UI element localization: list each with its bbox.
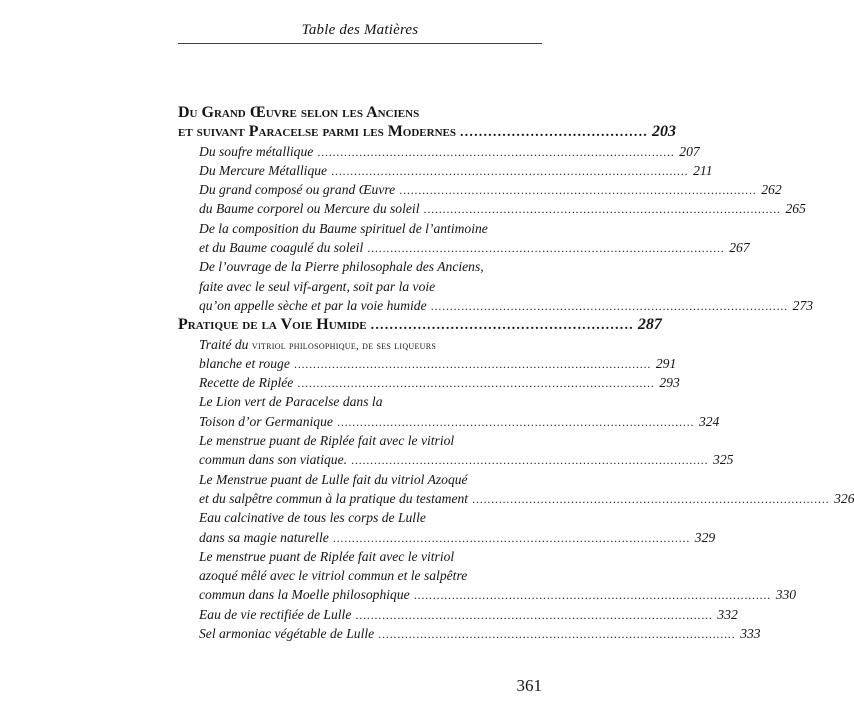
toc-entry	[178, 450, 734, 469]
entry-page-number: 332	[717, 606, 738, 622]
entry-text: Eau calcinative de tous les corps de Lulle	[199, 510, 426, 526]
toc-entry	[178, 277, 542, 296]
entry-page-number: 326	[834, 490, 854, 506]
entry-text: azoqué mêlé avec le vitriol commun et le salpêtre	[199, 568, 468, 584]
running-head: Table des Matières	[301, 22, 419, 38]
toc-entry	[178, 431, 542, 450]
section-page-number: 287	[637, 316, 662, 334]
entry-page-number: 333	[740, 626, 761, 642]
dot-leader: ..............................................................................................	[367, 241, 725, 256]
dot-leader: ........................................................	[370, 318, 634, 334]
entry-page-number: 211	[693, 162, 713, 178]
toc-entry	[178, 392, 542, 411]
toc-entry	[178, 566, 542, 585]
entry-page-number: 293	[659, 375, 680, 391]
entry-page-number: 273	[792, 297, 814, 313]
section-title-line: Pratique de la Voie Humide	[178, 316, 367, 334]
entry-text: Du Mercure Métallique	[199, 162, 328, 178]
dot-leader: ..............................................................................................	[317, 144, 675, 159]
dot-leader: ..............................................................................................	[333, 530, 691, 545]
dot-leader: ..............................................................................................	[423, 202, 782, 217]
entry-page-number: 329	[694, 529, 716, 545]
toc-entry	[178, 585, 797, 604]
entry-text: Le menstrue puant de Riplée fait avec le vitriol	[199, 548, 455, 564]
entry-text: Sel armoniac végétable de Lulle	[199, 626, 375, 642]
entry-page-number: 325	[713, 452, 734, 468]
entry-text: commun dans son viatique.	[199, 452, 348, 468]
dot-leader: ..............................................................................................	[294, 356, 652, 371]
entry-text: Toison d’or Germanique	[199, 413, 333, 429]
toc-entry	[178, 470, 542, 489]
toc-entry	[178, 528, 716, 547]
entry-page-number: 291	[655, 355, 677, 371]
toc-entry	[178, 489, 854, 508]
entry-text: Le Lion vert de Paracelse dans la	[199, 394, 383, 410]
section-heading	[178, 103, 542, 122]
dot-leader: ........................................	[459, 125, 648, 141]
entry-text: De la composition du Baume spirituel de l’antimoine	[199, 220, 488, 236]
entry-text-part: Traité du	[199, 336, 252, 352]
toc-entry	[178, 508, 542, 527]
toc-entry	[178, 412, 720, 431]
entry-text: Du soufre métallique	[199, 143, 314, 159]
toc-entry	[178, 238, 750, 257]
entry-text: commun dans la Moelle philosophique	[199, 587, 410, 603]
entry-page-number: 330	[775, 587, 797, 603]
entry-page-number: 265	[785, 201, 806, 217]
toc-entry	[178, 624, 761, 643]
toc-entry	[178, 257, 542, 276]
toc-entry	[178, 161, 713, 180]
entry-text: Eau de vie rectifiée de Lulle	[199, 606, 352, 622]
section-title-line: et suivant Paracelse parmi les Modernes	[178, 123, 456, 141]
entry-text: et du Baume coagulé du soleil	[199, 240, 364, 256]
entry-page-number: 207	[679, 143, 700, 159]
entry-text: Du grand composé ou grand Œuvre	[199, 182, 396, 198]
dot-leader: ..............................................................................................	[297, 376, 655, 391]
header-rule	[178, 43, 542, 44]
dot-leader: ..............................................................................................	[351, 453, 709, 468]
entry-page-number: 324	[698, 413, 720, 429]
entry-text: dans sa magie naturelle	[199, 529, 329, 545]
entry-text	[199, 335, 542, 356]
toc-entry	[178, 335, 542, 354]
entry-text: et du salpêtre commun à la pratique du testament	[199, 490, 469, 506]
dot-leader: ..............................................................................................	[399, 183, 757, 198]
dot-leader: ..............................................................................................	[355, 607, 713, 622]
toc-entry	[178, 296, 814, 315]
entry-text: Le Menstrue puant de Lulle fait du vitriol Azoqué	[199, 471, 468, 487]
entry-text: blanche et rouge	[199, 355, 290, 371]
toc-entry	[178, 354, 677, 373]
entry-text: De l’ouvrage de la Pierre philosophale des Anciens,	[199, 259, 484, 275]
entry-text: faite avec le seul vif-argent, soit par la voie	[199, 278, 436, 294]
entry-text: Recette de Riplée	[199, 375, 294, 391]
toc-entry	[178, 219, 542, 238]
dot-leader: ..............................................................................................	[472, 491, 830, 506]
entry-small-caps: vitriol philosophique, de ses liqueurs	[251, 339, 437, 352]
dot-leader: ..............................................................................................	[378, 627, 736, 642]
toc-entry	[178, 547, 542, 566]
dot-leader: ..............................................................................................	[337, 414, 695, 429]
section-page-number: 203	[651, 123, 676, 141]
entry-page-number: 262	[761, 182, 782, 198]
page-number: 361	[516, 676, 542, 695]
section-heading	[178, 315, 662, 334]
table-of-contents	[178, 103, 854, 643]
dot-leader: ..............................................................................................	[331, 163, 689, 178]
toc-entry	[178, 142, 700, 161]
toc-entry	[178, 373, 680, 392]
dot-leader: ..............................................................................................	[431, 298, 789, 313]
entry-text: qu’on appelle sèche et par la voie humide	[199, 297, 427, 313]
entry-text: Le menstrue puant de Riplée fait avec le vitriol	[199, 433, 455, 449]
toc-entry	[178, 605, 738, 624]
entry-page-number: 267	[729, 240, 750, 256]
dot-leader: ..............................................................................................	[414, 588, 772, 603]
toc-entry	[178, 199, 806, 218]
section-heading	[178, 122, 676, 141]
entry-text: du Baume corporel ou Mercure du soleil	[199, 201, 420, 217]
toc-entry	[178, 180, 782, 199]
section-title-line: Du Grand Œuvre selon les Anciens	[178, 104, 420, 121]
